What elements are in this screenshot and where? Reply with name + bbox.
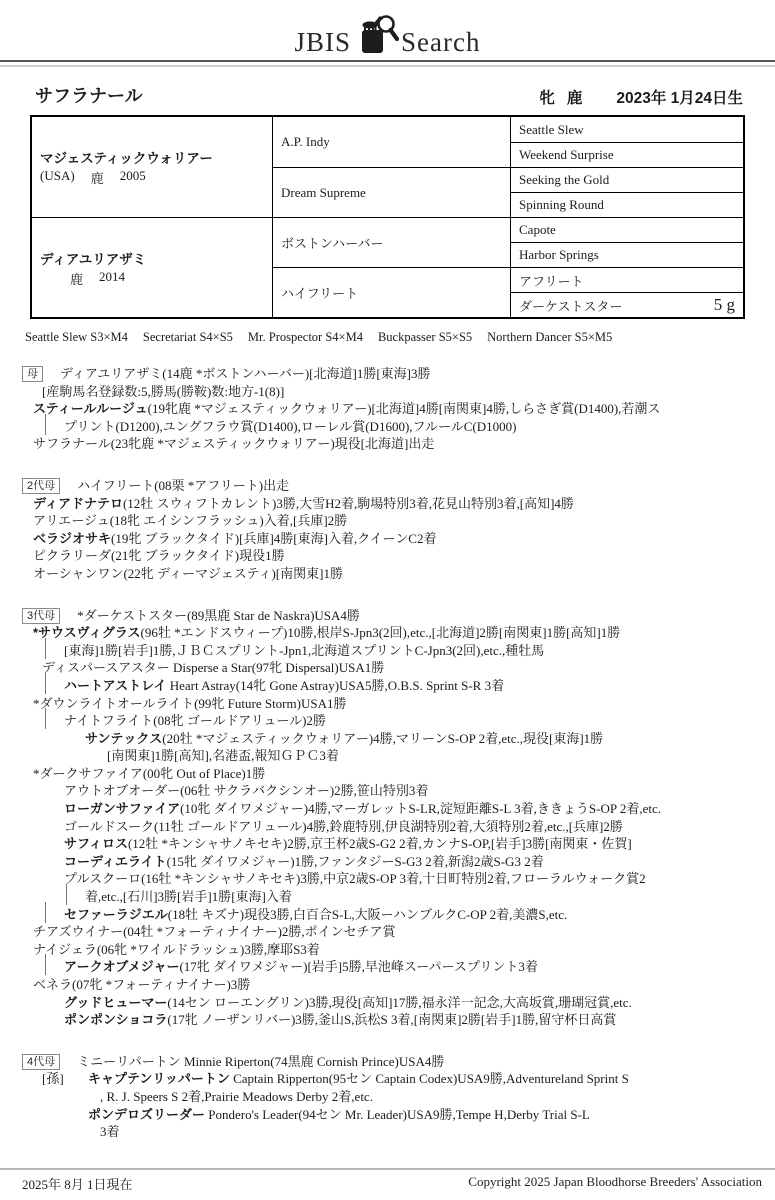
line-text: チアズウイナー(04牡 *フォーティナイナー)2勝,ポインセチア賞 [33,924,396,940]
horse-name-bold: スティールルージュ [33,401,148,417]
line-text: (19牝鹿 *マジェスティックウォリアー)[北海道]4勝[南関東]4勝,しらさぎ賞(D1400),若潮ス [147,401,661,417]
section-label-box: 母 [22,366,43,382]
line-text: , R. J. Speers S 2着,Prairie Meadows Derby 2着,etc. [100,1088,373,1104]
line-text: ナイトフライト(08牝 ゴールドアリュール)2勝 [64,713,326,729]
line-text: ミニーリパートン Minnie Riperton(74黒鹿 Cornish Prince)USA4勝 [77,1053,445,1069]
horse-name-bold: キャプテンリッパートン [88,1071,230,1087]
line-text: [南関東]1勝[高知],名港盃,報知ＧＰＣ3着 [107,748,339,764]
pedigree-cell-dam [32,217,272,317]
inbreeding-entry: Buckpasser S5×S5 [377,330,473,344]
pedigree-line [33,530,775,548]
line-text: オーシャンワン(22牝 ディーマジェスティ)[南関東]1勝 [33,565,343,581]
line-text: *ダウンライトオールライト(99牝 Future Storm)USA1勝 [33,695,347,711]
pedigree-line [22,1053,775,1071]
jbis-search-logo [0,0,775,56]
line-text: (14セン ローエングリン)3勝,現役[高知]17勝,福永洋一記念,大高坂賞,珊瑚冠賞,etc. [167,994,632,1010]
line-text: (15牝 ダイワメジャー)1勝,ファンタジーS-G3 2着,新潟2歳S-G3 2着 [166,853,544,869]
pedigree-cell-g3-3 [510,167,743,192]
line-text: (19牝 ブラックタイド)[兵庫]4勝[東海]入着,クイーンC2着 [111,530,437,546]
pedigree-line [107,747,775,765]
pedigree-line [64,712,775,730]
horse-name-bold: サフィロス [64,836,128,852]
line-text: (17牝 ダイワメジャー)[岩手]5勝,早池峰スーパースプリント3着 [179,959,538,975]
ancestor-name: Capote [519,222,556,237]
inbreeding-entry: Secretariat S4×S5 [142,330,233,344]
pedigree-line [22,365,775,383]
horse-name-bold: ハートアストレイ [64,677,167,693]
pedigree-cell-sire [32,117,272,217]
horse-name-title: サフラナール [35,86,143,106]
jbis-logo-icon [357,13,399,60]
pedigree-line [64,677,775,695]
sire-coat: 鹿 [90,171,104,186]
pedigree-line [64,835,775,853]
line-text: アウトオブオーダー(06牡 サクラバクシンオー)2勝,笹山特別3着 [64,783,429,799]
pedigree-line [33,941,775,959]
sire-details [40,168,264,187]
pedigree-line [33,765,775,783]
line-text: プリント(D1200),ユングフラウ賞(D1400),ローレル賞(D1600),フルールC(D1000) [64,418,517,434]
dam-coat: 鹿 [70,271,84,287]
pedigree-line [33,512,775,530]
line-text: (10牝 ダイワメジャー)4勝,マーガレットS-LR,淀短距離S-L 3着,ききょうS-OP 2着,etc. [180,801,661,817]
horse-sex: 牝 [539,90,555,107]
pedigree-cell-dam-sire [272,217,510,267]
inbreeding-entry: Northern Dancer S5×M5 [487,330,613,344]
family-section-dam3 [22,607,775,1029]
pedigree-line [22,477,775,495]
corner-note: 5 g [713,295,735,314]
copyright-text: Copyright 2025 Japan Bloodhorse Breeders' Association [468,1174,762,1189]
horse-name-bold: アークオブメジャー [64,959,180,975]
section-label-box: 2代母 [22,478,60,494]
pedigree-line [85,888,775,906]
line-text: ベネラ(07牝 *フォーティナイナー)3勝 [33,977,251,992]
line-text: *ダーケストスター(89黒鹿 Star de Naskra)USA4勝 [77,607,360,623]
as-of-date: 2025年 8月 1日現在 [22,1177,133,1192]
section-label-box: 3代母 [22,608,60,624]
ancestor-name: ボストンハーバー [281,236,384,251]
horse-name-bold: *サウスヴィグラス [33,625,141,641]
pedigree-line [64,853,775,871]
line-text: ハイフリート(08栗 *アフリート)出走 [77,477,290,493]
line-text: (12牡 *キンシャサノキセキ)2勝,京王杯2歳S-G2 2着,カンナS-OP,[岩手]3勝[南関東・佐賀] [127,836,632,852]
line-text: ピクラリーダ(21牝 ブラックタイド)現役1勝 [33,548,285,564]
line-text: ディスパースアスター Disperse a Star(97牝 Dispersal)USA1勝 [42,660,385,676]
line-text: アリエージュ(18牝 エイシンフラッシュ)入着,[兵庫]2勝 [33,513,348,529]
horse-name-bold: ポンポンショコラ [64,1012,168,1028]
pedigree-line [88,1106,775,1124]
line-text: 着,etc.,[石川]3勝[岩手]1勝[東海]入着 [85,889,292,905]
ancestor-name: Dream Supreme [281,184,366,200]
pedigree-line [64,958,775,976]
pedigree-line [33,547,775,565]
line-text: (20牡 *マジェスティックウォリアー)4勝,マリーンS-OP 2着,etc.,現役[東海]1勝 [162,730,604,746]
pedigree-cell-g3-4 [510,192,743,217]
pedigree-line [33,495,775,513]
pedigree-line [64,906,775,924]
line-text: (17牝 ノーザンリバー)3勝,釜山S,浜松S 3着,[南関東]2勝[岩手]1勝,留守杯日高賞 [167,1012,617,1028]
logo-text-jbis: JBIS [294,27,352,57]
pedigree-line [64,994,775,1012]
family-section-dam [22,365,775,453]
dam-details [40,269,264,288]
line-text: サフラナール(23牝鹿 *マジェスティックウォリアー)現役[北海道]出走 [33,436,435,452]
grandchild-label: [孫] [42,1071,64,1087]
line-text: Pondero's Leader(94セン Mr. Leader)USA9勝,Tempe H,Derby Trial S-L [205,1106,590,1122]
horse-name-bold: サンテックス [85,730,163,746]
line-text: ナイジェラ(06牝 *ワイルドラッシュ)3勝,摩耶S3着 [33,941,320,957]
pedigree-cell-sire-dam [272,167,510,217]
ancestor-name: アフリート [519,273,584,289]
horse-name-bold: ベラジオサキ [33,530,112,546]
horse-coat: 鹿 [566,90,583,107]
pedigree-line [100,1123,775,1141]
ancestor-name: Harbor Springs [519,247,599,262]
line-text: [東海]1勝[岩手]1勝,ＪＢＣスプリント-Jpn1,北海道スプリントC-Jpn3(2回),etc.,種牡馬 [64,642,545,658]
pedigree-line [64,870,775,888]
inbreeding-entry: Mr. Prospector S4×M4 [247,330,363,344]
pedigree-line [33,565,775,583]
pedigree-line [42,1070,775,1088]
sire-origin: (USA) [40,168,75,183]
horse-name-bold: ポンデロズリーダー [88,1106,206,1122]
pedigree-cell-g3-2 [510,142,743,167]
pedigree-table [30,115,745,319]
footer-divider [0,1168,775,1170]
pedigree-line [42,383,775,401]
line-text: プルスクーロ(16牡 *キンシャサノキセキ)3勝,中京2歳S-OP 3着,十日町特別2着,フローラルウォーク賞2 [64,871,646,887]
pedigree-line [33,695,775,713]
pedigree-line [33,624,775,642]
horse-attributes [539,86,743,108]
line-text: [産駒馬名登録数:5,勝馬(勝鞍)数:地方-1(8)] [42,383,285,399]
pedigree-line [64,642,775,660]
line-text: (96牡 *エンドスウィープ)10勝,根岸S-Jpn3(2回),etc.,[北海道]2勝[南関東]1勝[高知]1勝 [140,625,621,641]
pedigree-line [64,800,775,818]
sire-name: マジェスティックウォリアー [40,151,213,166]
ancestor-name: Weekend Surprise [519,147,614,162]
footer [22,1174,762,1193]
logo-text-search: Search [401,27,481,57]
sire-year: 2005 [119,168,146,183]
horse-name-bold: グッドヒューマー [64,994,168,1010]
pedigree-cell-g3-8 [510,292,743,317]
family-section-dam2 [22,477,775,583]
line-text: ディアユリアザミ(14鹿 *ボストンハーバー)[北海道]1勝[東海]3勝 [60,366,431,381]
line-text: ゴールドスーク(11牡 ゴールドアリュール)4勝,鈴鹿特別,伊良湖特別2着,大須特別2着,etc.,[兵庫]2勝 [64,818,623,834]
ancestor-name: ダーケストスター [519,298,623,314]
pedigree-cell-g3-5 [510,217,743,242]
dam-name: ディアユリアザミ [40,251,147,267]
inbreeding-line [25,330,775,345]
horse-name-bold: セファーラジエル [64,906,168,922]
dam-year: 2014 [99,268,126,284]
line-text: (12牡 スウィフトカレント)3勝,大雪H2着,駒場特別3着,花見山特別3着,[高知]4勝 [122,495,574,511]
pedigree-line [85,730,775,748]
ancestor-name: ハイフリート [281,286,359,301]
pedigree-line [22,607,775,625]
line-text: 3着 [100,1124,120,1140]
pedigree-line [33,976,775,994]
section-label-box: 4代母 [22,1054,60,1070]
pedigree-line [33,435,775,453]
pedigree-line [100,1088,775,1106]
ancestor-name: Seattle Slew [519,121,584,137]
pedigree-cell-g3-1 [510,117,743,142]
pedigree-line [64,782,775,800]
line-text: *ダークサファイア(00牝 Out of Place)1勝 [33,765,266,781]
pedigree-cell-dam-dam [272,267,510,317]
pedigree-line [64,818,775,836]
ancestor-name: Seeking the Gold [519,172,610,187]
inbreeding-entry: Seattle Slew S3×M4 [25,330,128,344]
pedigree-sections [0,365,775,1141]
pedigree-line [42,659,775,677]
line-text: (18牡 キズナ)現役3勝,白百合S-L,大阪ーハンブルクC-OP 2着,美濃S,etc. [167,906,568,922]
pedigree-line [33,400,775,418]
header-divider [0,60,775,67]
horse-name-bold: コーディエライト [64,853,167,869]
horse-name-bold: ローガンサファイア [64,801,181,817]
line-text: Captain Ripperton(95セン Captain Codex)USA9勝,Adventureland Sprint S [229,1071,629,1087]
family-section-dam4 [22,1053,775,1141]
horse-header [35,82,743,108]
pedigree-line [64,1011,775,1029]
pedigree-line [64,418,775,436]
horse-name-bold: ディアドナテロ [33,495,123,511]
pedigree-cell-g3-7 [510,267,743,292]
line-text: Heart Astray(14牝 Gone Astray)USA5勝,O.B.S. Sprint S-R 3着 [166,677,505,693]
ancestor-name: Spinning Round [519,197,604,212]
pedigree-line [33,923,775,941]
pedigree-cell-g3-6 [510,242,743,267]
ancestor-name: A.P. Indy [281,134,330,149]
pedigree-cell-sire-sire [272,117,510,167]
horse-birthdate: 2023年 1月24日生 [616,90,743,107]
